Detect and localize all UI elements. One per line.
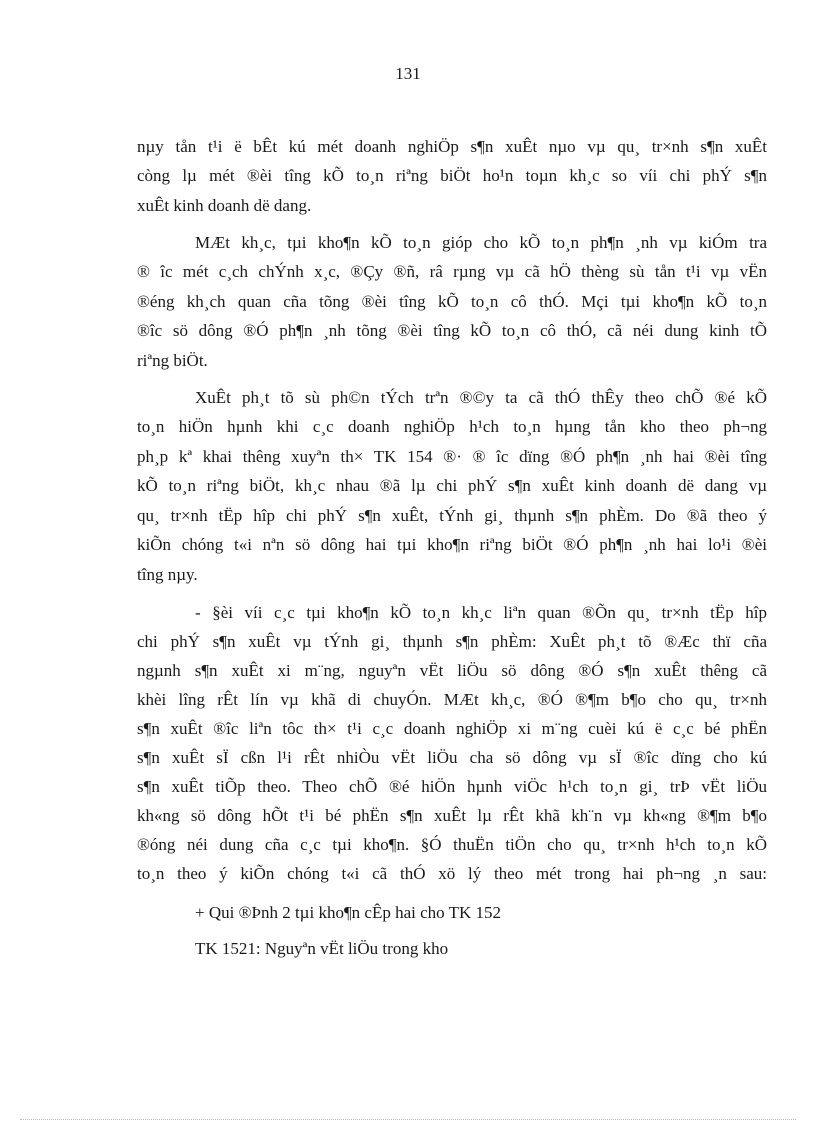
paragraph-1-line-3: xuÊt kinh doanh dë dang. xyxy=(137,196,312,215)
paragraph-2-line-2: ® îc mét c¸ch chÝnh x¸c, ®Çy ®ñ, râ rµng vµ cã hÖ thèng sù tån t¹i vµ vËn xyxy=(137,262,767,281)
paragraph-4-line-1: - §èi víi c¸c tµi kho¶n kÕ to¸n kh¸c liªn quan ®Õn qu¸ tr×nh tËp hîp xyxy=(195,603,767,622)
paragraph-4-line-5: s¶n xuÊt ®îc liªn tôc th× t¹i c¸c doanh nghiÖp xi m¨ng cuèi kú ë c¸c bé phËn xyxy=(137,719,767,738)
paragraph-2-line-5: riªng biÖt. xyxy=(137,351,208,370)
list-item-1: + Qui ®Þnh 2 tµi kho¶n cÊp hai cho TK 152 xyxy=(195,903,501,922)
paragraph-3-line-4: kÕ to¸n riªng biÖt, kh¸c nhau ®ã lµ chi phÝ s¶n xuÊt kinh doanh dë dang vµ xyxy=(137,476,767,495)
paragraph-4-line-8: kh«ng sö dông hÕt t¹i bé phËn s¶n xuÊt lµ rÊt khã kh¨n vµ kh«ng ®¶m b¶o xyxy=(137,806,767,825)
paragraph-4-line-2: chi phÝ s¶n xuÊt vµ tÝnh gi¸ thµnh s¶n phÈm: XuÊt ph¸t tõ ®Æc thï cña xyxy=(137,632,767,651)
paragraph-3-line-1: XuÊt ph¸t tõ sù ph©n tÝch trªn ®©y ta cã thÓ thÊy theo chÕ ®é kÕ xyxy=(195,388,767,407)
paragraph-3-line-6: kiÕn chóng t«i nªn sö dông hai tµi kho¶n riªng biÖt ®Ó ph¶n ¸nh hai lo¹i ®èi xyxy=(137,535,767,554)
paragraph-4-line-3: ngµnh s¶n xuÊt xi m¨ng, nguyªn vËt liÖu sö dông ®Ó s¶n xuÊt thêng cã xyxy=(137,661,767,680)
paragraph-4-line-6: s¶n xuÊt sÏ cßn l¹i rÊt nhiÒu vËt liÖu cha sö dông vµ sÏ ®îc dïng cho kú xyxy=(137,748,767,767)
paragraph-4-line-4: khèi lîng rÊt lín vµ khã di chuyÓn. MÆt kh¸c, ®Ó ®¶m b¶o cho qu¸ tr×nh xyxy=(137,690,767,709)
page-number: 131 xyxy=(395,64,421,83)
paragraph-3-line-2: to¸n hiÖn hµnh khi c¸c doanh nghiÖp h¹ch to¸n hµng tån kho theo ph¬ng xyxy=(137,417,767,436)
page-bottom-divider xyxy=(20,1119,796,1120)
paragraph-4-line-7: s¶n xuÊt tiÕp theo. Theo chÕ ®é hiÖn hµnh viÖc h¹ch to¸n gi¸ trÞ vËt liÖu xyxy=(137,777,767,796)
paragraph-2-line-4: ®îc sö dông ®Ó ph¶n ¸nh tõng ®èi tîng kÕ to¸n cô thÓ, cã néi dung kinh tÕ xyxy=(137,321,767,340)
paragraph-4-line-10: to¸n theo ý kiÕn chóng t«i cã thÓ xö lý theo mét trong hai ph¬ng ¸n sau: xyxy=(137,864,767,883)
paragraph-3-line-5: qu¸ tr×nh tËp hîp chi phÝ s¶n xuÊt, tÝnh gi¸ thµnh s¶n phÈm. Do ®ã theo ý xyxy=(137,506,767,525)
paragraph-1-line-1: nµy tån t¹i ë bÊt kú mét doanh nghiÖp s¶n xuÊt nµo vµ qu¸ tr×nh s¶n xuÊt xyxy=(137,137,767,156)
paragraph-3-line-7: tîng nµy. xyxy=(137,565,198,584)
paragraph-2-line-3: ®éng kh¸ch quan cña tõng ®èi tîng kÕ to¸n cô thÓ. Mçi tµi kho¶n kÕ to¸n xyxy=(137,292,767,311)
paragraph-1-line-2: còng lµ mét ®èi tîng kÕ to¸n riªng biÖt ho¹n toµn kh¸c so víi chi phÝ s¶n xyxy=(137,166,767,185)
paragraph-2-line-1: MÆt kh¸c, tµi kho¶n kÕ to¸n gióp cho kÕ to¸n ph¶n ¸nh vµ kiÓm tra xyxy=(195,233,767,252)
list-item-2: TK 1521: Nguyªn vËt liÖu trong kho xyxy=(195,939,449,958)
paragraph-4-line-9: ®óng néi dung cña c¸c tµi kho¶n. §Ó thuËn tiÖn cho qu¸ tr×nh h¹ch to¸n kÕ xyxy=(137,835,767,854)
paragraph-3-line-3: ph¸p kª khai thêng xuyªn th× TK 154 ®· ® îc dïng ®Ó ph¶n ¸nh hai ®èi tîng xyxy=(137,447,767,466)
